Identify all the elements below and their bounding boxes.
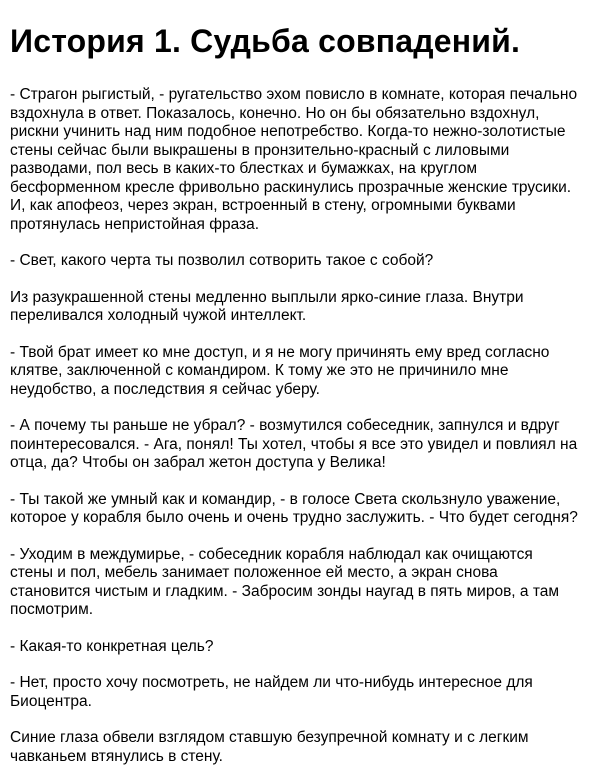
paragraph: - Ты такой же умный как и командир, - в голосе Света скользнуло уважение, которое у корабля было очень и очень трудно заслужить. - Что будет сегодня? — [10, 490, 578, 526]
paragraph: - Страгон рыгистый, - ругательство эхом повисло в комнате, которая печально вздохнула в ответ. Показалось, конечно. Но он бы обязательно вздохнул, рискни учинить над ним подобное непотребство. Когда-то нежно-золотистые стены сейчас были выкрашены в пронзительно-красный с лиловыми разводами, пол весь в каких-то блестках и бумажках, на круглом бесформенном кресле фривольно раскинулись прозрачные женские трусики. И, как апофеоз, через экран, встроенный в стену, огромными буквами протянулась непристойная фраза. — [10, 86, 578, 233]
paragraph: - Какая-то конкретная цель? — [10, 637, 214, 655]
paragraph: Из разукрашенной стены медленно выплыли ярко-синие глаза. Внутри переливался холодный чужой интеллект. — [10, 288, 524, 324]
paragraph: - А почему ты раньше не убрал? - возмутился собеседник, запнулся и вдруг поинтересовался. - Ага, понял! Ты хотел, чтобы я все это увидел и повлиял на отца, да? Чтобы он забрал жетон доступа у Велика! — [10, 417, 578, 471]
paragraph: - Твой брат имеет ко мне доступ, и я не могу причинять ему вред согласно клятве, заключенной с командиром. К тому же это не причинило мне неудобство, а последствия я сейчас уберу. — [10, 343, 550, 398]
paragraph: - Уходим в междумирье, - собеседник корабля наблюдал как очищаются стены и пол, мебель занимает положенное ей место, а экран снова становится чистым и гладким. - Забросим зонды наугад в пять миров, а там посмотрим. — [10, 545, 560, 618]
paragraph: - Нет, просто хочу посмотреть, не найдем ли что-нибудь интересное для Биоцентра. — [10, 674, 533, 710]
document-title: История 1. Судьба совпадений. — [10, 23, 521, 59]
paragraph: - Свет, какого черта ты позволил сотворить такое с собой? — [10, 252, 434, 269]
paragraph: Синие глаза обвели взглядом ставшую безупречной комнату и с легким чавканьем втянулись в стену. — [10, 729, 529, 765]
